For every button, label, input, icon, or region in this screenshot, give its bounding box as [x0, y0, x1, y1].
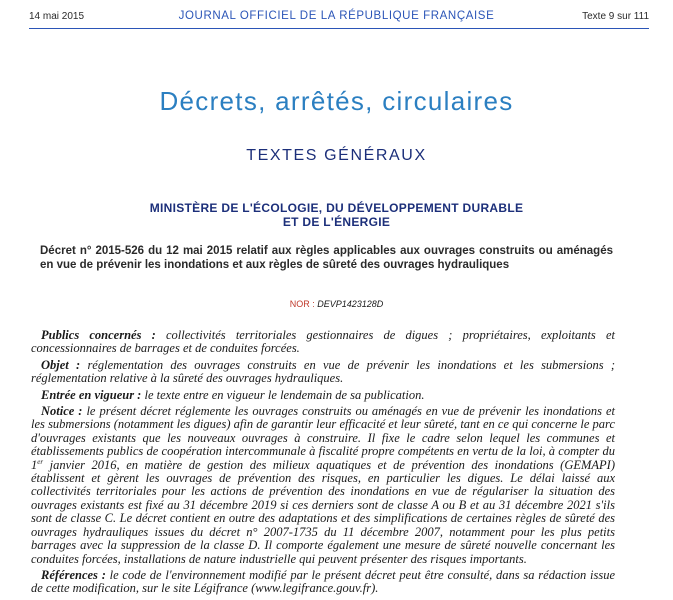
superscript: er — [37, 457, 44, 466]
paragraph-label: Objet : — [41, 357, 81, 372]
decree-body — [31, 329, 615, 599]
paragraph-text: réglementation des ouvrages construits en vue de prévenir les inondations et les submersions ; réglementation relative à la sûreté des ouvrages hydrauliques. — [31, 357, 615, 386]
paragraph-objet — [31, 359, 615, 386]
section-title: Décrets, arrêtés, circulaires — [159, 86, 514, 116]
paragraph-label: Publics concernés : — [41, 328, 156, 342]
paragraph-notice — [31, 405, 615, 566]
paragraph-label: Entrée en vigueur : — [41, 387, 142, 402]
paragraph-text: le code de l'environnement modifié par le présent décret peut être consulté, dans sa rédaction issue de cette modification, sur le site Légifrance (www.legifrance.gouv.fr). — [31, 567, 615, 596]
nor-reference — [0, 299, 673, 309]
decree-title: Décret n° 2015-526 du 12 mai 2015 relatif aux règles applicables aux ouvrages construits ou aménagés en vue de prévenir les inondations et aux règles de sûreté des ouvrages hydrauliques — [40, 245, 613, 271]
paragraph-text-continued: janvier 2016, en matière de gestion des milieux aquatiques et de prévention des inondations (GEMAPI) établissent et gèrent les ouvrages de prévention des risques, en particulier les digues. Le délai laissé aux collectivités territoriales pour les actions de prévention des inondations en vue de régulariser la situation des ouvrages existants est fixé au 31 décembre 2019 si ces derniers sont de classe A ou B et au 31 décembre 2021 s'ils sont de classe C. Le décret contient en outre des adaptations et des simplifications de certaines règles de sûreté des ouvrages hydrauliques issues du décret n° 2007-1735 du 11 décembre 2007, notamment pour les plus petits barrages avec la suppression de la classe D. Il comporte également une mesure de sûreté nouvelle concernant les conduites forcées, installations de nature industrielle qui peuvent présenter des risques importants. — [31, 457, 615, 566]
paragraph-publics-concernes — [31, 329, 615, 356]
paragraph-label: Références : — [41, 567, 106, 582]
paragraph-entree-en-vigueur — [31, 389, 615, 402]
paragraph-label: Notice : — [41, 404, 83, 419]
ministry-heading — [40, 201, 633, 229]
paragraph-text: le présent décret réglemente les ouvrages construits ou aménagés en vue de prévenir les inondations et les submersions (notamment les digues) afin de garantir leur efficacité et leur sûreté, tant en ce qui concerne le parc d'ouvrages existants que les nouveaux ouvrages à construire. Il fixe le cadre selon lequel les communes et établissements publics de coopération intercommunale à fiscalité propre compétents en vertu de la loi, à compter du 1 — [31, 404, 615, 472]
paragraph-text: collectivités territoriales gestionnaires de digues ; propriétaires, exploitants et concessionnaires de barrages et de conduites forcées. — [31, 328, 615, 356]
header-journal-title: JOURNAL OFFICIEL DE LA RÉPUBLIQUE FRANÇAISE — [178, 10, 495, 22]
ministry-line-2: ET DE L'ÉNERGIE — [282, 215, 391, 229]
header-texte-number: Texte 9 sur 111 — [582, 11, 649, 22]
paragraph-references — [31, 569, 615, 596]
nor-value: DEVP1423128D — [317, 299, 384, 309]
subsection-title: TEXTES GÉNÉRAUX — [246, 147, 427, 164]
nor-label: NOR : — [289, 299, 315, 309]
header-divider — [29, 28, 649, 29]
ministry-line-1: MINISTÈRE DE L'ÉCOLOGIE, DU DÉVELOPPEMENT DURABLE — [149, 201, 524, 215]
header-date: 14 mai 2015 — [29, 11, 85, 22]
paragraph-text: le texte entre en vigueur le lendemain de sa publication. — [141, 387, 425, 402]
